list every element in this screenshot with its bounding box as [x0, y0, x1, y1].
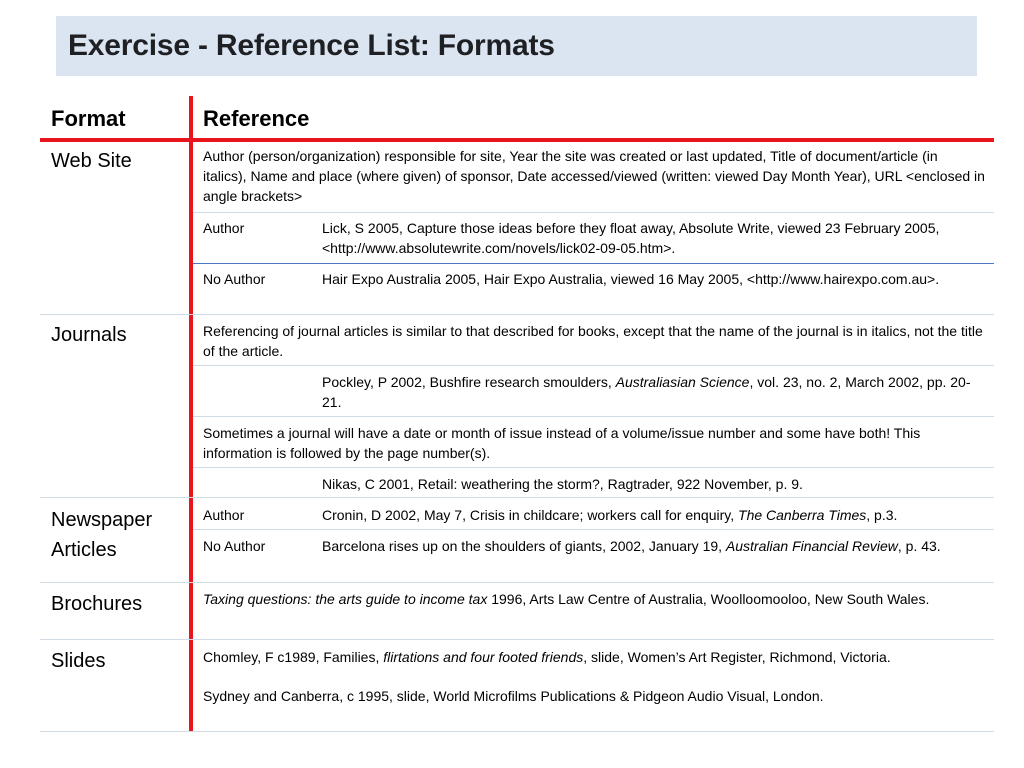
- slide-title: Exercise - Reference List: Formats: [68, 29, 555, 62]
- format-newspaper-line2: Articles: [51, 539, 117, 561]
- web-site-author-label: Author: [203, 220, 245, 236]
- row-divider: [193, 365, 994, 366]
- row-divider: [193, 416, 994, 417]
- row-divider: [193, 263, 994, 264]
- web-site-noauthor-label: No Author: [203, 271, 266, 287]
- section-divider: [40, 314, 994, 315]
- header-divider-line: [40, 138, 994, 142]
- title-bar: [56, 16, 977, 76]
- format-newspaper-articles: [51, 505, 152, 565]
- section-divider: [40, 582, 994, 583]
- slides-reference-2: Sydney and Canberra, c 1995, slide, World Microfilms Publications & Pidgeon Audio Visual, London.: [203, 688, 824, 704]
- journals-note: Sometimes a journal will have a date or month of issue instead of a volume/issue number and some have both! This information is followed by the page number(s).: [203, 425, 921, 461]
- format-journals: Journals: [51, 324, 127, 346]
- format-slides: Slides: [51, 650, 106, 672]
- newspaper-noauthor-label: No Author: [203, 538, 266, 554]
- journals-example2-reference: Nikas, C 2001, Retail: weathering the storm?, Ragtrader, 922 November, p. 9.: [322, 476, 803, 492]
- web-site-author-reference: Lick, S 2005, Capture those ideas before they float away, Absolute Write, viewed 23 February 2005, <http://www.absolutewrite.com/novels/lick02-09-05.htm>.: [322, 220, 940, 256]
- slides-reference-1: Chomley, F c1989, Families, flirtations and four footed friends, slide, Women’s Art Register, Richmond, Victoria.: [203, 649, 891, 665]
- newspaper-author-reference: Cronin, D 2002, May 7, Crisis in childcare; workers call for enquiry, The Canberra Times, p.3.: [322, 507, 898, 523]
- web-site-description: Author (person/organization) responsible for site, Year the site was created or last updated, Title of document/article (in italics), Name and place (where given) of sponsor, Date accessed/viewed (written: viewed Day Month Year), URL <enclosed in angle brackets>: [203, 148, 985, 204]
- format-column-header: Format: [51, 106, 126, 131]
- row-divider: [193, 529, 994, 530]
- reference-column-header: Reference: [203, 106, 310, 131]
- format-newspaper-line1: Newspaper: [51, 509, 153, 531]
- web-site-noauthor-reference: Hair Expo Australia 2005, Hair Expo Australia, viewed 16 May 2005, <http://www.hairexpo.com.au>.: [322, 271, 940, 287]
- column-divider-line: [189, 96, 193, 732]
- journals-description: Referencing of journal articles is similar to that described for books, except that the name of the journal is in italics, not the title of the article.: [203, 323, 983, 359]
- section-divider: [40, 731, 994, 732]
- format-web-site: Web Site: [51, 150, 132, 172]
- row-divider: [193, 212, 994, 213]
- brochures-reference: Taxing questions: the arts guide to income tax 1996, Arts Law Centre of Australia, Woolloomooloo, New South Wales.: [203, 591, 930, 607]
- row-divider: [193, 467, 994, 468]
- journals-example1-reference: Pockley, P 2002, Bushfire research smoulders, Australiasian Science, vol. 23, no. 2, March 2002, pp. 20-21.: [322, 374, 971, 410]
- format-brochures: Brochures: [51, 593, 143, 615]
- newspaper-author-label: Author: [203, 507, 245, 523]
- newspaper-noauthor-reference: Barcelona rises up on the shoulders of giants, 2002, January 19, Australian Financial Review, p. 43.: [322, 538, 941, 554]
- section-divider: [40, 497, 994, 498]
- section-divider: [40, 639, 994, 640]
